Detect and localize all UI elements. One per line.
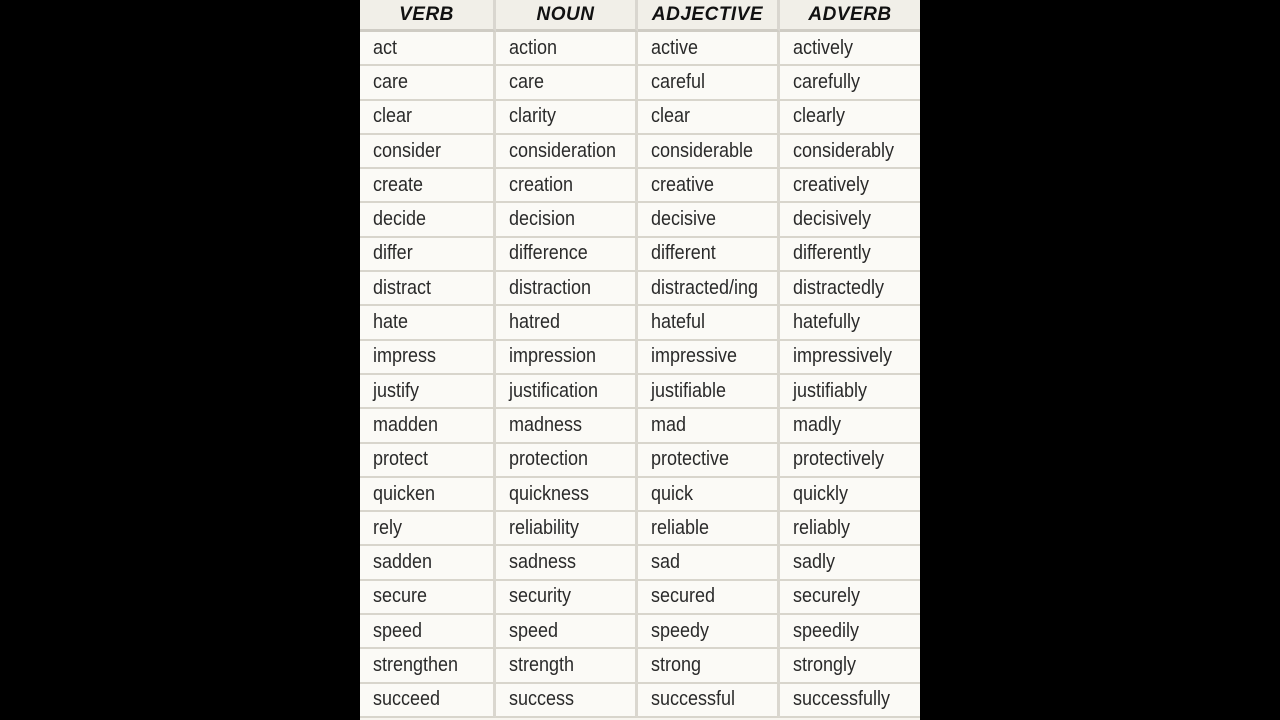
- cell-text: considerably: [793, 139, 895, 162]
- noun-cell: [496, 135, 638, 169]
- cell-text: secure: [373, 585, 428, 608]
- cell-text: clear: [373, 105, 413, 128]
- cell-text: impressively: [793, 345, 893, 368]
- cell-text: carefully: [793, 70, 861, 93]
- cell-text: success: [509, 688, 575, 711]
- adjective-cell: [638, 581, 780, 615]
- cell-text: clarity: [509, 105, 557, 128]
- cell-text: act: [373, 36, 398, 59]
- adverb-cell: [780, 341, 920, 375]
- cell-text: consider: [373, 139, 442, 162]
- adverb-cell: [780, 546, 920, 580]
- table-row: [360, 615, 920, 649]
- noun-cell: [496, 684, 638, 718]
- verb-cell: [360, 32, 496, 66]
- cell-text: difference: [509, 242, 588, 265]
- adverb-cell: [780, 409, 920, 443]
- table-row: [360, 649, 920, 683]
- cell-text: security: [509, 585, 572, 608]
- cell-text: decision: [509, 208, 576, 231]
- table-row: [360, 238, 920, 272]
- adverb-cell: [780, 66, 920, 100]
- adjective-cell: [638, 615, 780, 649]
- cell-text: consideration: [509, 139, 617, 162]
- adverb-cell: [780, 649, 920, 683]
- table-row: [360, 203, 920, 237]
- table-row: [360, 306, 920, 340]
- adverb-cell: [780, 512, 920, 546]
- cell-text: hateful: [651, 311, 706, 334]
- table-row: [360, 546, 920, 580]
- cell-text: impression: [509, 345, 597, 368]
- cell-text: justify: [373, 379, 420, 402]
- cell-text: hatefully: [793, 311, 861, 334]
- adjective-cell: [638, 101, 780, 135]
- cell-text: care: [509, 70, 545, 93]
- cell-text: quicken: [373, 482, 436, 505]
- cell-text: madly: [793, 413, 842, 436]
- noun-cell: [496, 203, 638, 237]
- cell-text: strength: [509, 653, 575, 676]
- cell-text: protectively: [793, 448, 885, 471]
- table-row: [360, 169, 920, 203]
- cell-text: impressive: [651, 345, 738, 368]
- adjective-cell: [638, 409, 780, 443]
- table-row: [360, 444, 920, 478]
- table-row: [360, 478, 920, 512]
- adverb-cell: [780, 615, 920, 649]
- cell-text: action: [509, 36, 558, 59]
- cell-text: sadly: [793, 551, 836, 574]
- cell-text: protect: [373, 448, 429, 471]
- cell-text: decisive: [651, 208, 717, 231]
- cell-text: care: [373, 70, 409, 93]
- verb-cell: [360, 615, 496, 649]
- cell-text: strong: [651, 653, 702, 676]
- noun-cell: [496, 169, 638, 203]
- cell-text: distraction: [509, 276, 592, 299]
- verb-cell: [360, 512, 496, 546]
- adverb-cell: [780, 478, 920, 512]
- cell-text: hatred: [509, 311, 561, 334]
- noun-cell: [496, 649, 638, 683]
- adverb-cell: [780, 375, 920, 409]
- verb-cell: [360, 375, 496, 409]
- adjective-column-header: ADJECTIVE: [638, 0, 780, 32]
- verb-cell: [360, 409, 496, 443]
- table-row: [360, 272, 920, 306]
- verb-cell: [360, 581, 496, 615]
- adjective-cell: [638, 512, 780, 546]
- cell-text: distract: [373, 276, 432, 299]
- cell-text: reliable: [651, 516, 710, 539]
- table-body: [360, 32, 920, 718]
- cell-text: secured: [651, 585, 716, 608]
- table-row: [360, 684, 920, 718]
- adjective-cell: [638, 66, 780, 100]
- adjective-cell: [638, 546, 780, 580]
- adverb-column-header: ADVERB: [780, 0, 920, 32]
- cell-text: successfully: [793, 688, 891, 711]
- adverb-cell: [780, 272, 920, 306]
- adjective-cell: [638, 444, 780, 478]
- adjective-cell: [638, 238, 780, 272]
- noun-cell: [496, 615, 638, 649]
- cell-text: speedy: [651, 619, 710, 642]
- cell-text: protection: [509, 448, 589, 471]
- cell-text: reliability: [509, 516, 580, 539]
- verb-cell: [360, 272, 496, 306]
- noun-cell: [496, 546, 638, 580]
- table-row: [360, 512, 920, 546]
- cell-text: impress: [373, 345, 437, 368]
- noun-cell: [496, 306, 638, 340]
- cell-text: succeed: [373, 688, 441, 711]
- noun-cell: [496, 32, 638, 66]
- cell-text: mad: [651, 413, 687, 436]
- cell-text: clearly: [793, 105, 846, 128]
- verb-cell: [360, 341, 496, 375]
- table-row: [360, 375, 920, 409]
- header-row: [360, 0, 920, 32]
- cell-text: reliably: [793, 516, 851, 539]
- cell-text: decisively: [793, 208, 872, 231]
- adjective-cell: [638, 169, 780, 203]
- cell-text: considerable: [651, 139, 754, 162]
- table-row: [360, 581, 920, 615]
- adverb-cell: [780, 238, 920, 272]
- adjective-cell: [638, 341, 780, 375]
- verb-cell: [360, 546, 496, 580]
- adjective-cell: [638, 32, 780, 66]
- adjective-cell: [638, 135, 780, 169]
- noun-cell: [496, 581, 638, 615]
- cell-text: justifiably: [793, 379, 868, 402]
- verb-column-header: VERB: [360, 0, 496, 32]
- table-row: [360, 341, 920, 375]
- adverb-cell: [780, 135, 920, 169]
- adverb-cell: [780, 203, 920, 237]
- cell-text: differently: [793, 242, 871, 265]
- noun-cell: [496, 101, 638, 135]
- adjective-cell: [638, 272, 780, 306]
- verb-cell: [360, 101, 496, 135]
- cell-text: careful: [651, 70, 706, 93]
- noun-cell: [496, 409, 638, 443]
- cell-text: quickly: [793, 482, 849, 505]
- adjective-cell: [638, 203, 780, 237]
- cell-text: strengthen: [373, 653, 459, 676]
- adverb-cell: [780, 444, 920, 478]
- noun-cell: [496, 341, 638, 375]
- word-forms-table: [360, 0, 920, 718]
- verb-cell: [360, 203, 496, 237]
- verb-cell: [360, 169, 496, 203]
- adjective-cell: [638, 684, 780, 718]
- adjective-cell: [638, 649, 780, 683]
- cell-text: strongly: [793, 653, 857, 676]
- table-row: [360, 32, 920, 66]
- cell-text: active: [651, 36, 699, 59]
- word-forms-sheet: [360, 0, 920, 720]
- cell-text: securely: [793, 585, 861, 608]
- cell-text: distracted/ing: [651, 276, 759, 299]
- cell-text: creatively: [793, 173, 870, 196]
- cell-text: speedily: [793, 619, 860, 642]
- adverb-cell: [780, 32, 920, 66]
- cell-text: protective: [651, 448, 730, 471]
- adverb-cell: [780, 101, 920, 135]
- verb-cell: [360, 306, 496, 340]
- noun-cell: [496, 512, 638, 546]
- cell-text: hate: [373, 311, 409, 334]
- cell-text: sad: [651, 551, 681, 574]
- verb-cell: [360, 444, 496, 478]
- cell-text: clear: [651, 105, 691, 128]
- cell-text: quick: [651, 482, 694, 505]
- cell-text: actively: [793, 36, 854, 59]
- cell-text: madness: [509, 413, 583, 436]
- noun-cell: [496, 66, 638, 100]
- cell-text: justification: [509, 379, 599, 402]
- noun-cell: [496, 478, 638, 512]
- table-row: [360, 101, 920, 135]
- cell-text: creative: [651, 173, 715, 196]
- adverb-cell: [780, 169, 920, 203]
- cell-text: distractedly: [793, 276, 885, 299]
- cell-text: quickness: [509, 482, 590, 505]
- verb-cell: [360, 66, 496, 100]
- table-row: [360, 135, 920, 169]
- cell-text: decide: [373, 208, 427, 231]
- verb-cell: [360, 478, 496, 512]
- adjective-cell: [638, 375, 780, 409]
- noun-cell: [496, 272, 638, 306]
- verb-cell: [360, 135, 496, 169]
- cell-text: successful: [651, 688, 736, 711]
- cell-text: different: [651, 242, 716, 265]
- cell-text: madden: [373, 413, 439, 436]
- adverb-cell: [780, 684, 920, 718]
- cell-text: justifiable: [651, 379, 727, 402]
- adjective-cell: [638, 478, 780, 512]
- table-row: [360, 409, 920, 443]
- cell-text: differ: [373, 242, 413, 265]
- adverb-cell: [780, 306, 920, 340]
- cell-text: sadden: [373, 551, 433, 574]
- noun-cell: [496, 238, 638, 272]
- cell-text: rely: [373, 516, 403, 539]
- cell-text: creation: [509, 173, 574, 196]
- cell-text: sadness: [509, 551, 577, 574]
- cell-text: create: [373, 173, 424, 196]
- adverb-cell: [780, 581, 920, 615]
- noun-cell: [496, 375, 638, 409]
- noun-cell: [496, 444, 638, 478]
- cell-text: speed: [509, 619, 559, 642]
- verb-cell: [360, 684, 496, 718]
- verb-cell: [360, 238, 496, 272]
- noun-column-header: NOUN: [496, 0, 638, 32]
- adjective-cell: [638, 306, 780, 340]
- verb-cell: [360, 649, 496, 683]
- cell-text: speed: [373, 619, 423, 642]
- table-row: [360, 66, 920, 100]
